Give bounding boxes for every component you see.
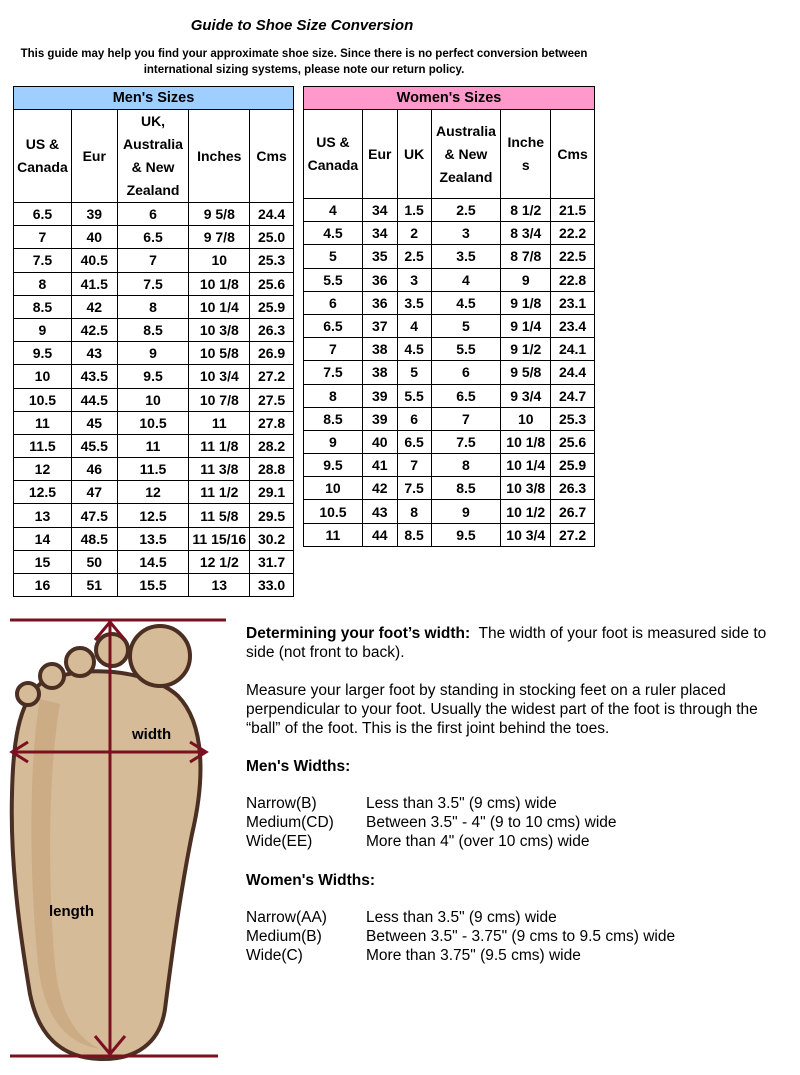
womens-widths-heading: Women's Widths: [246,872,375,889]
table-cell: 8.5 [304,407,363,430]
table-cell: 38 [362,338,397,361]
table-cell: 36 [362,291,397,314]
width-row [246,813,617,832]
width-row [246,946,581,965]
table-cell: 46 [71,458,117,481]
table-cell: 9 1/2 [501,338,551,361]
table-cell: 21.5 [551,199,595,222]
table-cell: 10 3/4 [501,523,551,546]
table-cell: 9 [14,318,72,341]
table-cell: 6 [117,203,189,226]
table-cell: 24.4 [551,361,595,384]
table-cell: 27.5 [250,388,294,411]
table-cell: 5 [304,245,363,268]
table-cell: 7.5 [117,272,189,295]
table-cell: 10.5 [304,500,363,523]
mens-sizes-heading: Men's Sizes [14,87,294,110]
table-cell: 25.6 [551,430,595,453]
table-cell: 6 [397,407,431,430]
table-row [14,574,294,597]
table-cell: 8 1/2 [501,199,551,222]
table-cell: 8 3/4 [501,222,551,245]
table-cell: 40 [362,430,397,453]
table-cell: 37 [362,314,397,337]
table-row [14,249,294,272]
table-cell: 2.5 [431,199,501,222]
width-row [246,927,675,946]
table-cell: 13 [14,504,72,527]
table-cell: 15.5 [117,574,189,597]
table-cell: 12 [117,481,189,504]
table-cell: 4 [431,268,501,291]
table-cell: 23.4 [551,314,595,337]
table-cell: 1.5 [397,199,431,222]
mens-col-header: US & Canada [14,110,72,203]
table-cell: 8.5 [117,318,189,341]
table-cell: 22.2 [551,222,595,245]
table-cell: 13 [189,574,250,597]
table-cell: 12.5 [117,504,189,527]
table-cell: 10 3/8 [501,477,551,500]
table-cell: 11 [117,434,189,457]
table-cell: 8 [304,384,363,407]
womens-sizes-heading: Women's Sizes [304,87,595,110]
table-cell: 6 [304,291,363,314]
table-cell: 33.0 [250,574,294,597]
table-cell: 25.0 [250,226,294,249]
table-row [304,199,595,222]
table-cell: 2 [397,222,431,245]
table-cell: 25.6 [250,272,294,295]
table-cell: 29.5 [250,504,294,527]
table-cell: 28.2 [250,434,294,457]
table-cell: 13.5 [117,527,189,550]
mens-header-row [14,110,294,203]
table-cell: 2.5 [397,245,431,268]
table-cell: 9.5 [431,523,501,546]
table-cell: 24.4 [250,203,294,226]
table-cell: 25.3 [551,407,595,430]
womens-size-table [303,86,595,547]
width-description: Less than 3.5" (9 cms) wide [366,795,557,812]
table-cell: 3.5 [397,291,431,314]
table-cell: 4 [304,199,363,222]
table-row [14,342,294,365]
table-cell: 23.1 [551,291,595,314]
width-name: Medium(B) [246,928,322,945]
table-cell: 11 1/8 [189,434,250,457]
table-cell: 40 [71,226,117,249]
width-intro-paragraph [246,624,794,662]
table-row [14,226,294,249]
table-cell: 31.7 [250,550,294,573]
table-row [14,295,294,318]
table-cell: 8 [117,295,189,318]
width-row [246,794,557,813]
table-cell: 43 [362,500,397,523]
table-cell: 26.3 [551,477,595,500]
womens-col-header: Inche s [501,110,551,199]
table-cell: 7 [397,454,431,477]
third-toe [66,648,94,676]
table-cell: 11.5 [14,434,72,457]
table-cell: 11 5/8 [189,504,250,527]
table-cell: 40.5 [71,249,117,272]
table-cell: 7 [14,226,72,249]
table-cell: 9 7/8 [189,226,250,249]
width-name: Narrow(AA) [246,909,327,926]
table-cell: 11 1/2 [189,481,250,504]
table-cell: 6.5 [304,314,363,337]
womens-col-header: UK [397,110,431,199]
table-row [14,365,294,388]
table-cell: 6.5 [14,203,72,226]
table-row [14,550,294,573]
table-cell: 42 [71,295,117,318]
intro-text [20,46,588,78]
table-cell: 9 [501,268,551,291]
table-cell: 9.5 [117,365,189,388]
table-cell: 7.5 [14,249,72,272]
table-cell: 26.3 [250,318,294,341]
table-cell: 10 1/8 [189,272,250,295]
table-cell: 6.5 [397,430,431,453]
table-cell: 16 [14,574,72,597]
table-row [14,434,294,457]
table-cell: 6 [431,361,501,384]
table-cell: 42 [362,477,397,500]
table-cell: 22.5 [551,245,595,268]
table-cell: 9.5 [304,454,363,477]
table-cell: 25.9 [250,295,294,318]
table-row [14,527,294,550]
table-cell: 9 3/4 [501,384,551,407]
table-cell: 24.7 [551,384,595,407]
table-cell: 11 [304,523,363,546]
table-cell: 29.1 [250,481,294,504]
table-cell: 14.5 [117,550,189,573]
table-cell: 5 [397,361,431,384]
mens-col-header: UK, Australia & New Zealand [117,110,189,203]
table-cell: 8 [397,500,431,523]
table-cell: 34 [362,199,397,222]
table-cell: 9.5 [14,342,72,365]
table-cell: 8 [14,272,72,295]
width-row [246,908,557,927]
table-cell: 8 7/8 [501,245,551,268]
width-description: More than 4" (over 10 cms) wide [366,833,590,850]
little-toe [17,683,39,705]
table-row [304,500,595,523]
measure-instructions: Measure your larger foot by standing in stocking feet on a ruler placed perpendicular to your foot. Usually the widest part of the foot is through the “ball” of the foot. This is the first joint behind the toes. [246,682,758,737]
big-toe [130,626,190,686]
table-row [304,523,595,546]
width-name: Wide(EE) [246,833,313,850]
table-cell: 25.3 [250,249,294,272]
table-cell: 10 7/8 [189,388,250,411]
width-section-text: The width of your foot is measured side to side (not front to back). [246,625,771,661]
table-cell: 42.5 [71,318,117,341]
table-cell: 5 [431,314,501,337]
table-cell: 9 5/8 [189,203,250,226]
table-cell: 4.5 [397,338,431,361]
table-cell: 8.5 [14,295,72,318]
fourth-toe [40,664,64,688]
table-row [304,454,595,477]
table-row [14,388,294,411]
table-cell: 10 3/4 [189,365,250,388]
table-cell: 27.8 [250,411,294,434]
table-cell: 28.8 [250,458,294,481]
table-cell: 30.2 [250,527,294,550]
table-row [304,222,595,245]
table-cell: 9 1/4 [501,314,551,337]
table-cell: 5.5 [431,338,501,361]
table-row [304,245,595,268]
table-cell: 12.5 [14,481,72,504]
mens-col-header: Inches [189,110,250,203]
table-row [14,504,294,527]
table-cell: 11 [189,411,250,434]
table-row [14,481,294,504]
table-cell: 7 [304,338,363,361]
table-cell: 48.5 [71,527,117,550]
table-row [304,338,595,361]
table-row [304,314,595,337]
width-label: width [132,726,172,743]
width-description: Less than 3.5" (9 cms) wide [366,909,557,926]
womens-col-header: US & Canada [304,110,363,199]
width-row [246,832,589,851]
table-cell: 5.5 [304,268,363,291]
width-section-heading: Determining your foot’s width: [246,625,471,642]
table-cell: 8.5 [397,523,431,546]
table-cell: 39 [71,203,117,226]
table-cell: 14 [14,527,72,550]
mens-size-table [13,86,294,597]
table-cell: 7.5 [431,430,501,453]
table-cell: 10 1/8 [501,430,551,453]
table-cell: 10.5 [14,388,72,411]
table-cell: 27.2 [551,523,595,546]
table-cell: 3 [397,268,431,291]
table-cell: 27.2 [250,365,294,388]
table-cell: 15 [14,550,72,573]
table-cell: 8.5 [431,477,501,500]
table-row [14,318,294,341]
table-cell: 24.1 [551,338,595,361]
table-cell: 10.5 [117,411,189,434]
table-cell: 39 [362,384,397,407]
intro-line-1: This guide may help you find your approximate shoe size. Since there is no perfect conversion between [20,48,588,60]
table-cell: 43.5 [71,365,117,388]
table-cell: 4 [397,314,431,337]
table-cell: 47 [71,481,117,504]
width-description: Between 3.5" - 3.75" (9 cms to 9.5 cms) wide [366,928,676,945]
intro-line-2: international sizing systems, please note our return policy. [143,64,465,76]
table-cell: 34 [362,222,397,245]
foot-diagram [0,604,232,1070]
table-cell: 25.9 [551,454,595,477]
table-cell: 4.5 [431,291,501,314]
table-cell: 12 [14,458,72,481]
page-title: Guide to Shoe Size Conversion [190,17,414,34]
table-row [304,361,595,384]
table-cell: 45 [71,411,117,434]
table-cell: 44.5 [71,388,117,411]
table-cell: 44 [362,523,397,546]
table-cell: 36 [362,268,397,291]
table-cell: 10 1/2 [501,500,551,523]
table-row [304,407,595,430]
table-cell: 6.5 [431,384,501,407]
table-row [304,268,595,291]
table-cell: 39 [362,407,397,430]
mens-widths-heading: Men's Widths: [246,758,351,775]
table-cell: 10 [14,365,72,388]
length-label: length [49,903,94,920]
table-cell: 5.5 [397,384,431,407]
table-cell: 26.7 [551,500,595,523]
womens-col-header: Cms [551,110,595,199]
table-cell: 11.5 [117,458,189,481]
table-cell: 26.9 [250,342,294,365]
table-row [14,458,294,481]
mens-table-body [14,203,294,597]
womens-header-row [304,110,595,199]
width-description: More than 3.75" (9.5 cms) wide [366,947,581,964]
table-cell: 10 [304,477,363,500]
table-cell: 7.5 [397,477,431,500]
table-cell: 8 [431,454,501,477]
table-cell: 10 3/8 [189,318,250,341]
table-cell: 50 [71,550,117,573]
table-cell: 35 [362,245,397,268]
width-name: Medium(CD) [246,814,334,831]
table-cell: 12 1/2 [189,550,250,573]
table-cell: 10 1/4 [501,454,551,477]
table-cell: 43 [71,342,117,365]
table-cell: 7.5 [304,361,363,384]
table-cell: 7 [431,407,501,430]
table-cell: 51 [71,574,117,597]
table-cell: 9 [431,500,501,523]
womens-table-body [304,199,595,547]
table-row [304,291,595,314]
table-cell: 11 [14,411,72,434]
table-cell: 3.5 [431,245,501,268]
table-cell: 41 [362,454,397,477]
foot-illustration [0,604,232,1070]
table-row [14,203,294,226]
table-row [304,430,595,453]
table-cell: 45.5 [71,434,117,457]
table-cell: 3 [431,222,501,245]
table-cell: 41.5 [71,272,117,295]
width-name: Wide(C) [246,947,303,964]
table-cell: 38 [362,361,397,384]
table-row [14,272,294,295]
table-cell: 7 [117,249,189,272]
mens-col-header: Cms [250,110,294,203]
table-cell: 10 1/4 [189,295,250,318]
table-cell: 9 [117,342,189,365]
womens-col-header: Australia & New Zealand [431,110,501,199]
table-cell: 9 5/8 [501,361,551,384]
table-cell: 10 5/8 [189,342,250,365]
table-cell: 10 [117,388,189,411]
table-cell: 47.5 [71,504,117,527]
table-cell: 11 15/16 [189,527,250,550]
table-row [14,411,294,434]
table-row [304,384,595,407]
mens-col-header: Eur [71,110,117,203]
width-description: Between 3.5" - 4" (9 to 10 cms) wide [366,814,617,831]
table-cell: 9 1/8 [501,291,551,314]
table-cell: 22.8 [551,268,595,291]
width-name: Narrow(B) [246,795,317,812]
table-cell: 10 [189,249,250,272]
table-row [304,477,595,500]
table-cell: 4.5 [304,222,363,245]
table-cell: 9 [304,430,363,453]
table-cell: 6.5 [117,226,189,249]
table-cell: 10 [501,407,551,430]
table-cell: 11 3/8 [189,458,250,481]
womens-col-header: Eur [362,110,397,199]
